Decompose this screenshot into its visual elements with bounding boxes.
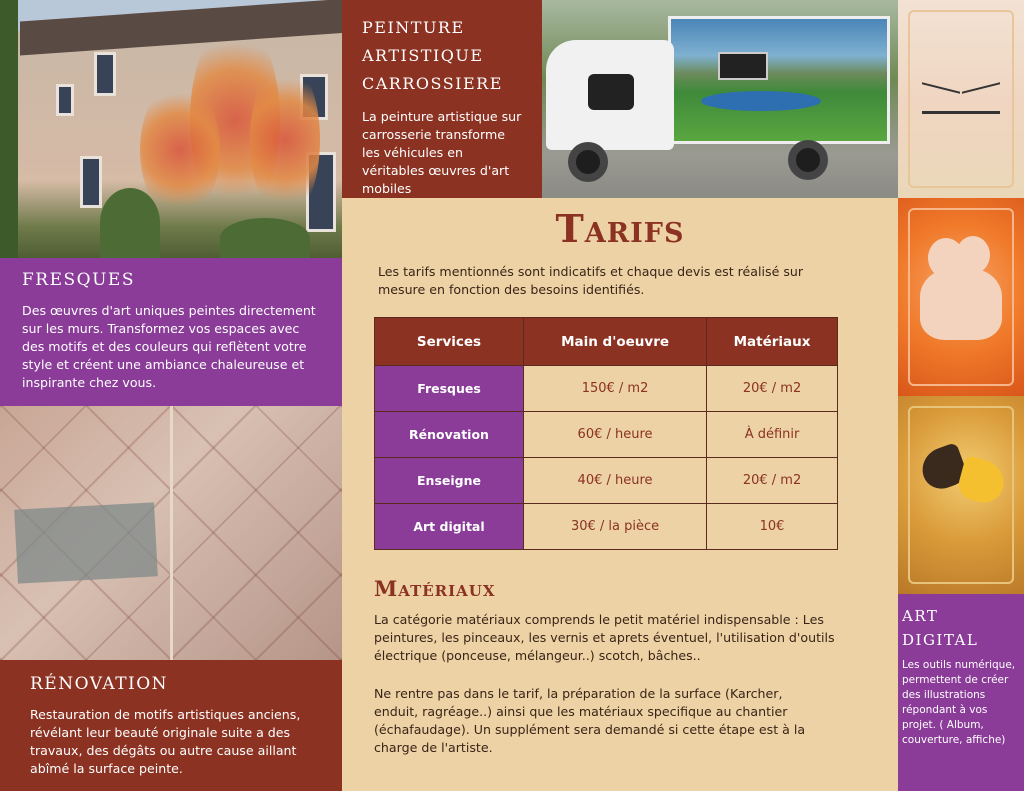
hug-illustration-card xyxy=(898,198,1024,396)
table-header-row xyxy=(375,318,838,366)
carrosserie-title: PEINTURE ARTISTIQUE CARROSSIERE xyxy=(362,18,503,93)
carrosserie-description: La peinture artistique sur carrosserie transforme les véhicules en véritables œuvres d'art mobiles xyxy=(362,109,522,196)
painted-truck-photo xyxy=(542,0,898,198)
header-services: Services xyxy=(375,318,524,366)
tarifs-intro: Les tarifs mentionnés sont indicatifs et chaque devis est réalisé sur mesure en fonction des besoins identifiés. xyxy=(378,264,804,297)
fresques-title: FRESQUES xyxy=(22,270,135,290)
fresques-section xyxy=(0,258,342,406)
materials-cell: 20€ / m2 xyxy=(707,366,838,412)
materiaux-title: Matériaux xyxy=(374,576,496,601)
restored-floor-photo xyxy=(0,406,342,660)
materials-cell: 20€ / m2 xyxy=(707,458,838,504)
open-book-icon xyxy=(922,84,1000,114)
service-cell: Fresques xyxy=(375,366,524,412)
materials-cell: À définir xyxy=(707,412,838,458)
fresque-house-photo xyxy=(0,0,342,258)
fresques-description: Des œuvres d'art uniques peintes directement sur les murs. Transformez vos espaces avec des motifs et des couleurs qui reflètent votre style et créent une ambiance chaleureuse et inspirante chez vous. xyxy=(22,303,316,390)
carrosserie-section xyxy=(342,0,542,198)
table-row xyxy=(375,412,838,458)
art-digital-description: Les outils numérique, permettent de créer des illustrations répondant à vos projet. ( Album, couverture, affiche) xyxy=(902,659,1016,746)
butterfly-illustration-card xyxy=(898,396,1024,594)
table-row xyxy=(375,366,838,412)
header-materials: Matériaux xyxy=(707,318,838,366)
labour-cell: 30€ / la pièce xyxy=(524,504,707,550)
service-cell: Rénovation xyxy=(375,412,524,458)
table-row xyxy=(375,458,838,504)
art-digital-section xyxy=(898,594,1024,791)
labour-cell: 40€ / heure xyxy=(524,458,707,504)
labour-cell: 150€ / m2 xyxy=(524,366,707,412)
renovation-description: Restauration de motifs artistiques anciens, révélant leur beauté originale suite a des travaux, des dégâts ou autre cause aillant abîmé la surface peinte. xyxy=(30,707,301,776)
art-digital-title: ART DIGITAL xyxy=(902,607,979,649)
book-illustration-card xyxy=(898,0,1024,198)
materiaux-paragraph-1: La catégorie matériaux comprends le petit matériel indispensable : Les peintures, les pinceaux, les vernis et aprets éventuel, l'utilisation d'outils électrique (ponceuse, mélangeur..) scotch, bâches.. xyxy=(374,612,835,663)
renovation-section xyxy=(0,660,342,791)
materiaux-paragraph-2: Ne rentre pas dans le tarif, la préparation de la surface (Karcher, enduit, ragréage..) ainsi que les matériaux specifique au chantier (échafaudage). Un supplément sera demandé si cette étape est à la charge de l'artiste. xyxy=(374,686,806,755)
header-labour: Main d'oeuvre xyxy=(524,318,707,366)
labour-cell: 60€ / heure xyxy=(524,412,707,458)
table-row xyxy=(375,504,838,550)
renovation-title: RÉNOVATION xyxy=(30,674,169,694)
service-cell: Enseigne xyxy=(375,458,524,504)
service-cell: Art digital xyxy=(375,504,524,550)
materials-cell: 10€ xyxy=(707,504,838,550)
tarifs-title: Tarifs xyxy=(555,206,685,251)
pricing-table xyxy=(374,317,838,550)
